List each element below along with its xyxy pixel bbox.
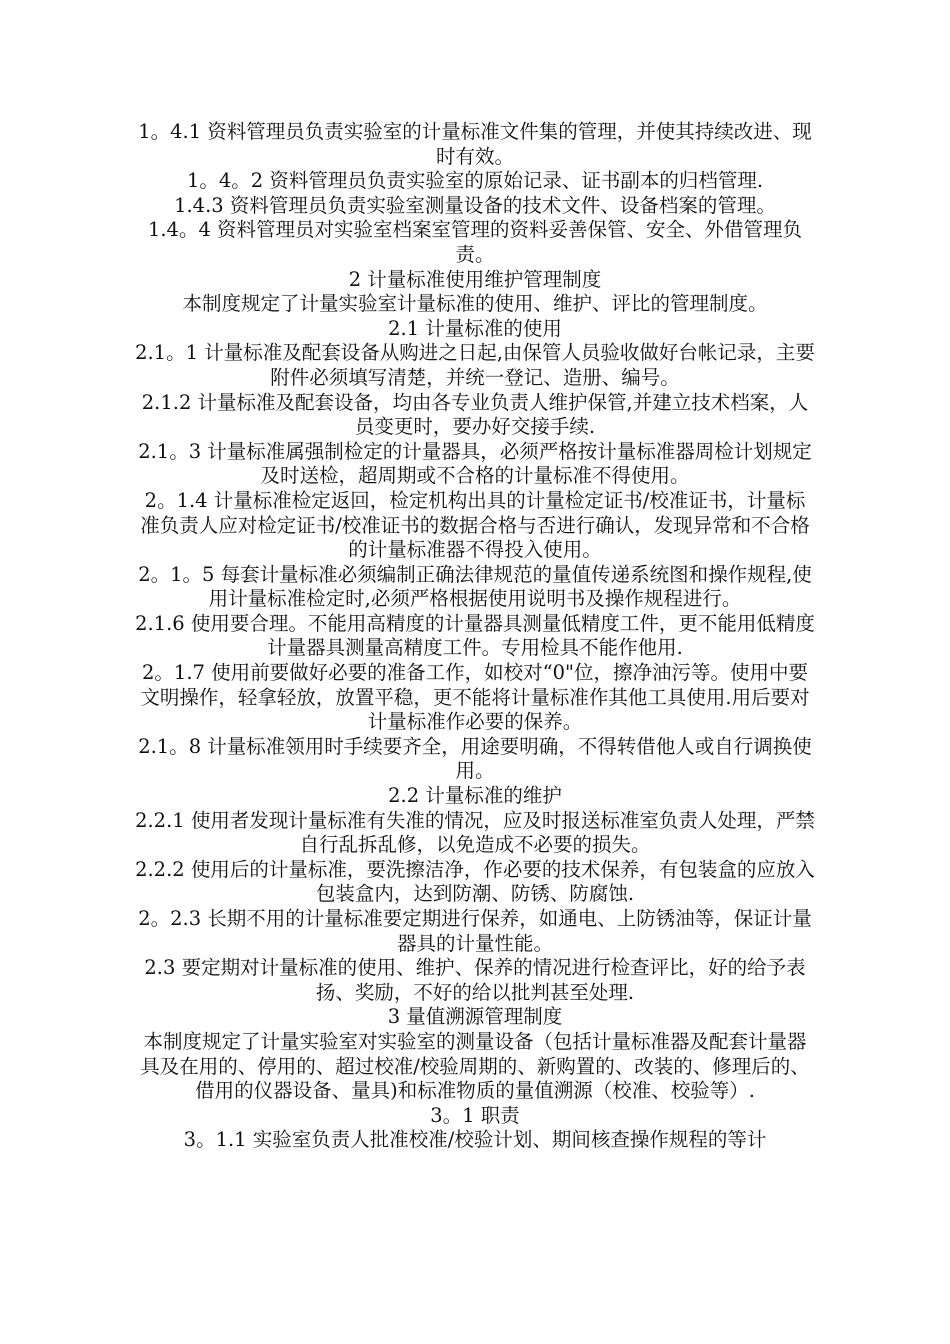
clause-2-1-3: 2.1。3 计量标准属强制检定的计量器具，必须严格按计量标准器周检计划规定及时送检，超周期或不合格的计量标准不得使用。	[138, 439, 812, 488]
clause-1-4-2: 1。4。2 资料管理员负责实验室的原始记录、证书副本的归档管理.	[186, 169, 764, 193]
clause-2-2-1: 2.2.1 使用者发现计量标准有失准的情况，应及时报送标准室负责人处理，严禁自行乱拆乱修，以免造成不必要的损失。	[135, 808, 815, 857]
subsection-2-2-heading: 2.2 计量标准的维护	[388, 784, 562, 808]
clause-2-1-4: 2。1.4 计量标准检定返回，检定机构出具的计量检定证书/校准证书，计量标准负责人应对检定证书/校准证书的数据合格与否进行确认，发现异常和不合格的计量标准器不得投入使用。	[140, 488, 810, 562]
clause-2-1-2: 2.1.2 计量标准及配套设备，均由各专业负责人维护保管,并建立技术档案，人员变更时，要办好交接手续.	[141, 390, 809, 439]
section-3-intro: 本制度规定了计量实验室对实验室的测量设备（包括计量标准器及配套计量器具及在用的、停用的、超过校准/校验周期的、新购置的、改装的、修理后的、借用的仪器设备、量具)和标准物质的量值溯源（校准、校验等）.	[140, 1029, 810, 1103]
section-3-heading: 3 量值溯源管理制度	[387, 1005, 563, 1029]
section-2-intro: 本制度规定了计量实验室计量标准的使用、维护、评比的管理制度。	[182, 292, 768, 316]
clause-2-2-2: 2.2.2 使用后的计量标准，要洗擦洁净，作必要的技术保养，有包装盒的应放入包装盒内，达到防潮、防锈、防腐蚀.	[135, 857, 815, 906]
section-2-heading: 2 计量标准使用维护管理制度	[348, 267, 602, 291]
clause-2-1-7: 2。1.7 使用前要做好必要的准备工作，如校对“0"位，擦净油污等。使用中要文明操作，轻拿轻放，放置平稳，更不能将计量标准作其他工具使用.用后要对计量标准作必要的保养。	[140, 661, 810, 734]
subsection-3-1-heading: 3。1 职责	[430, 1103, 520, 1127]
clause-3-1-1: 3。1.1 实验室负责人批准校准/校验计划、期间核查操作规程的等计	[183, 1128, 767, 1152]
clause-1-4-4: 1.4。4 资料管理员对实验室档案室管理的资料妥善保管、安全、外借管理负责。	[147, 218, 803, 266]
clause-1-4-3: 1.4.3 资料管理员负责实验室测量设备的技术文件、设备档案的管理。	[174, 193, 776, 217]
clause-2-2-3: 2。2.3 长期不用的计量标准要定期进行保养，如通电、上防锈油等，保证计量器具的计量性能。	[138, 907, 812, 955]
clause-2-1-5: 2。1。5 每套计量标准必须编制正确法律规范的量值传递系统图和操作规程,使用计量标准检定时,必须严格根据使用说明书及操作规程进行。	[138, 562, 812, 611]
subsection-2-1-heading: 2.1 计量标准的使用	[388, 316, 562, 340]
clause-2-3: 2.3 要定期对计量标准的使用、维护、保养的情况进行检查评比，好的给予表扬、奖励，不好的给以批判甚至处理.	[144, 956, 806, 1004]
clause-1-4-1: 1。4.1 资料管理员负责实验室的计量标准文件集的管理，并使其持续改进、现时有效。	[138, 120, 812, 168]
document-body	[135, 120, 815, 1153]
clause-2-1-6: 2.1.6 使用要合理。不能用高精度的计量器具测量低精度工件，更不能用低精度计量器具测量高精度工件。专用检具不能作他用.	[135, 611, 815, 660]
clause-2-1-8: 2.1。8 计量标准领用时手续要齐全，用途要明确，不得转借他人或自行调换使用。	[138, 734, 812, 783]
clause-2-1-1: 2.1。1 计量标准及配套设备从购进之日起,由保管人员验收做好台帐记录，主要附件必须填写清楚，并统一登记、造册、编号。	[135, 341, 815, 389]
